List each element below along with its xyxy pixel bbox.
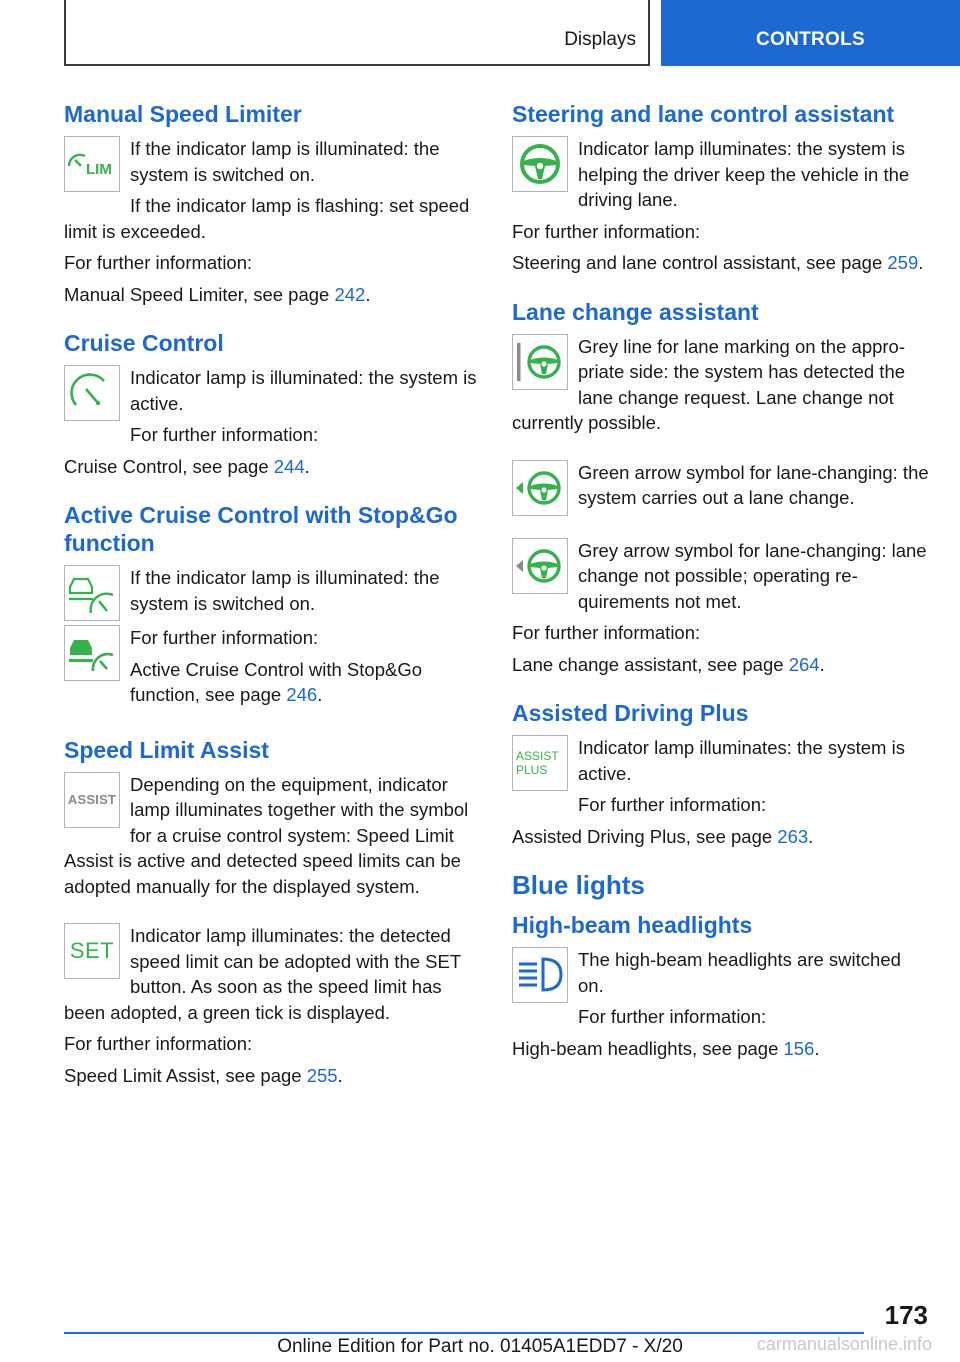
header-section-label: Displays [564, 29, 636, 50]
text-further-info: For further information: [578, 794, 767, 815]
cruise-control-icon [64, 365, 120, 421]
assist-icon [64, 772, 120, 828]
watermark: carmanualsonline.info [756, 1334, 932, 1354]
text-set-description: Indicator lamp illuminates: the detected speed limit can be adopted with the SET button. As soon as the speed limit has been adopted, a green tick is displayed. [64, 925, 461, 1023]
reference-text: Manual Speed Limiter, see page [64, 283, 335, 305]
assist-icon-label: ASSIST [67, 792, 117, 807]
heading-active-cruise-control: Active Cruise Control with Stop&Go function [64, 502, 458, 556]
reference-high-beam: High-beam headlights, see page 156. [512, 1037, 820, 1059]
lane-change-green-arrow-icon [512, 460, 568, 516]
text-lamp-on: If the indicator lamp is illuminated: the system is switched on. [130, 138, 440, 185]
footer-edition: Online Edition for Part no. 01405A1EDD7 - X/20 [277, 1336, 683, 1357]
text-further-info: For further information: [64, 1033, 253, 1054]
text-grey-line: Grey line for lane marking on the appropriate side: the system has detected the lane change request. Lane change not currently possible. [512, 335, 906, 433]
reference-lane-change-assistant: Lane change assistant, see page 264. [512, 653, 825, 675]
reference-manual-speed-limiter: Manual Speed Limiter, see page 242. [64, 283, 371, 305]
section-active-cruise-control [64, 501, 482, 714]
text-steering-active: Indicator lamp illuminates: the system is helping the driver keep the vehicle in the driving lane. [578, 138, 910, 210]
heading-blue-lights: Blue lights [512, 870, 645, 900]
text-high-beam-on: The high-beam headlights are switched on. [578, 949, 901, 996]
text-further-info: For further information: [64, 252, 253, 273]
text-assisted-active: Indicator lamp illuminates: the system is active. [578, 737, 905, 784]
speed-limiter-lim-icon [64, 136, 120, 192]
reference-text: Speed Limit Assist, see page [64, 1064, 307, 1086]
left-column [64, 100, 482, 1110]
svg-text:LIM: LIM [86, 161, 112, 178]
right-column [512, 100, 930, 1083]
section-lane-change-assistant [512, 298, 930, 678]
page-link-263[interactable]: 263 [777, 825, 809, 847]
reference-speed-limit-assist: Speed Limit Assist, see page 255. [64, 1064, 343, 1086]
page-link-255[interactable]: 255 [306, 1064, 338, 1086]
section-cruise-control [64, 329, 482, 479]
assist-plus-icon [512, 735, 568, 791]
active-cruise-filled-icon [64, 625, 120, 681]
steering-wheel-icon [512, 136, 568, 192]
heading-cruise-control: Cruise Control [64, 330, 224, 356]
lane-change-grey-line-icon [512, 334, 568, 390]
assist-plus-line1: ASSIST [516, 749, 559, 763]
text-grey-arrow: Grey arrow symbol for lane-changing: lane change not possible; operating requirements not met. [578, 539, 927, 612]
active-cruise-outline-icon [64, 565, 120, 621]
section-high-beam [512, 911, 930, 1061]
page-link-264[interactable]: 264 [788, 653, 820, 675]
section-blue-lights [512, 871, 930, 899]
reference-text: High-beam headlights, see page [512, 1037, 784, 1059]
section-speed-limit-assist [64, 736, 482, 1089]
text-lamp-on: If the indicator lamp is illuminated: the system is switched on. [130, 567, 440, 614]
set-icon [64, 923, 120, 979]
reference-active-cruise-control: Active Cruise Control with Stop&Go function, see page 246. [130, 658, 423, 705]
section-steering-lane-control [512, 100, 930, 276]
text-further-info: For further information: [578, 1006, 767, 1027]
heading-high-beam: High-beam headlights [512, 912, 753, 938]
reference-text: Assisted Driving Plus, see page [512, 825, 778, 847]
reference-text: Steering and lane control assistant, see page [512, 252, 888, 273]
heading-lane-change-assistant: Lane change assistant [512, 298, 759, 325]
header-section-tab [64, 0, 650, 66]
text-lamp-flashing: If the indicator lamp is flashing: set speed limit is exceeded. [64, 195, 470, 242]
reference-assisted-driving-plus: Assisted Driving Plus, see page 263. [512, 825, 814, 847]
page-link-246[interactable]: 246 [286, 684, 318, 705]
page-link-242[interactable]: 242 [334, 283, 366, 305]
page-link-259[interactable]: 259 [887, 252, 919, 273]
page-link-156[interactable]: 156 [783, 1037, 815, 1059]
text-further-info: For further information: [512, 220, 701, 242]
reference-text: Lane change assistant, see page [512, 653, 789, 675]
section-manual-speed-limiter [64, 100, 482, 307]
heading-manual-speed-limiter: Manual Speed Limiter [64, 101, 302, 127]
reference-steering-lane-control: Steering and lane control assistant, see page 259. [512, 252, 924, 273]
set-icon-label: SET [69, 938, 115, 963]
text-further-info: For further information: [130, 627, 319, 648]
header-chapter-label: CONTROLS [755, 29, 865, 50]
text-further-info: For further information: [130, 424, 319, 445]
high-beam-icon [512, 947, 568, 1003]
heading-steering-lane-control: Steering and lane control assistant [512, 101, 895, 127]
reference-text: Active Cruise Control with Stop&Go function, see page [130, 658, 423, 705]
text-green-arrow: Green arrow symbol for lane-changing: the system carries out a lane change. [578, 461, 929, 508]
lane-change-grey-arrow-icon [512, 538, 568, 594]
reference-text: Cruise Control, see page [64, 455, 274, 477]
section-assisted-driving-plus [512, 699, 930, 849]
heading-speed-limit-assist: Speed Limit Assist [64, 736, 269, 763]
text-assist-description: Depending on the equipment, indicator lamp illuminates together with the symbol for a cruise control system: Speed Limit Assist is active and detected speed limits can be adopted manually for the displayed system. [64, 773, 469, 897]
page-number: 173 [884, 1300, 928, 1330]
footer-rule [64, 1332, 864, 1334]
assist-plus-line2: PLUS [516, 763, 548, 777]
heading-assisted-driving-plus: Assisted Driving Plus [512, 700, 749, 726]
reference-cruise-control: Cruise Control, see page 244. [64, 455, 310, 477]
text-lamp-active: Indicator lamp is illuminated: the system is active. [130, 367, 477, 414]
page-link-244[interactable]: 244 [273, 455, 305, 477]
header-chapter-tab[interactable] [661, 0, 960, 66]
text-further-info: For further information: [512, 622, 701, 643]
